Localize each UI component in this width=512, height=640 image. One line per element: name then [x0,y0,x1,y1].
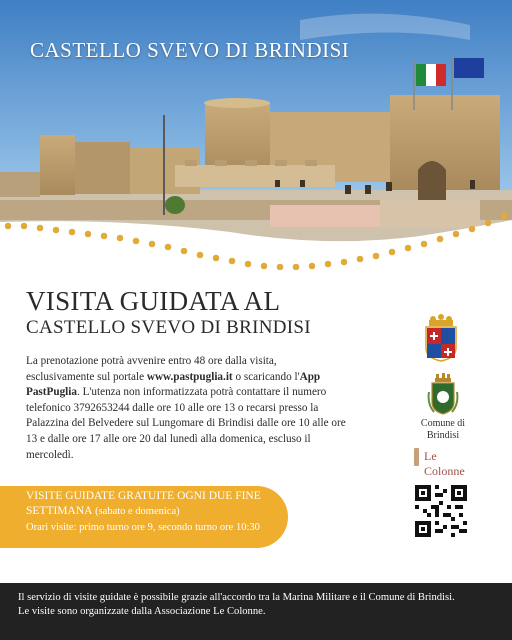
desc-text-3: . L'utenza non informatizzata potrà contattare il numero telefonico 3792653244 dalle ore 10 alle ore 13 o recarsi presso la Palazzina del Belvedere sul Lungomare di Brindisi dalle ore 10 alle ore 13 e dalle ore 17 alle ore 20 dal lunedì alla domenica, escluso il mercoledì. [26,386,346,461]
qr-code-icon[interactable] [415,485,467,537]
footer-text [18,591,498,619]
title-line-1: VISITA GUIDATA AL [26,286,281,316]
banner-heading-extra: (sabato e domenica) [92,506,180,517]
le-colonne-text: Le Colonne [424,449,465,478]
desc-text-1: La prenotazione potrà avvenire entro 48 ore dalla visita, esclusivamente sul portale [26,355,277,383]
desc-text-2: o scaricando l' [232,370,300,383]
le-colonne-logo [412,446,474,478]
banner-times: Orari visite: primo turno ore 9, secondo turno ore 10:30 [26,522,260,533]
booking-description [26,354,346,463]
page-title [26,287,311,339]
banner-heading [26,489,284,519]
footer-line-1: Il servizio di visite guidate è possibile grazie all'accordo tra la Marina Militare e il Comune di Brindisi. [18,592,455,603]
banner-heading-main: VISITE GUIDATE GRATUITE OGNI DUE FINE SETTIMANA [26,490,261,517]
title-line-2: CASTELLO SVEVO DI BRINDISI [26,317,311,338]
app-name: App PastPuglia [26,370,321,399]
hero-image [0,0,512,270]
website-link[interactable]: www.pastpuglia.it [146,370,233,383]
footer-line-2: Le visite sono organizzate dalla Associazione Le Colonne. [18,606,266,617]
column-icon [414,448,419,466]
marina-militare-crest-icon [423,314,459,362]
footer [0,583,512,640]
comune-brindisi-crest-icon [426,372,460,416]
hero-title: CASTELLO SVEVO DI BRINDISI [30,38,350,62]
comune-label: Comune di Brindisi [420,418,466,441]
free-visits-banner [0,486,288,548]
